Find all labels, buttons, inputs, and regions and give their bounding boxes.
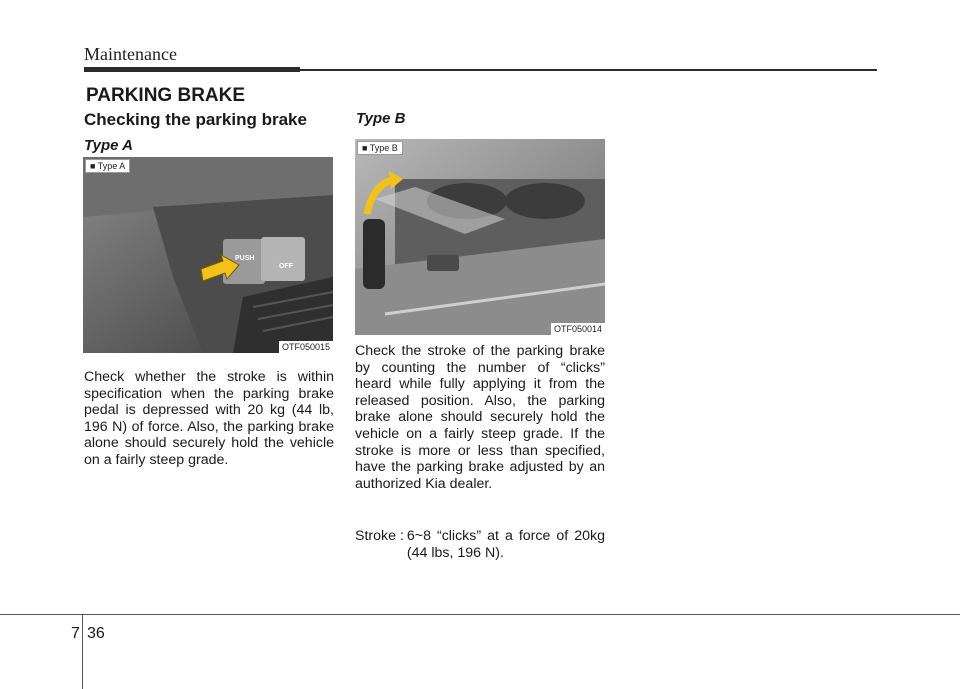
type-b-photo-code: OTF050014 bbox=[551, 323, 605, 335]
header-rule-thin bbox=[300, 69, 877, 71]
footer-rule-vertical bbox=[82, 614, 83, 689]
section-title: PARKING BRAKE bbox=[86, 85, 246, 106]
chapter-title: Maintenance bbox=[84, 44, 177, 64]
header-rule-thick bbox=[84, 67, 300, 72]
type-a-photo-tag: ■ Type A bbox=[85, 159, 130, 173]
type-b-label: Type B bbox=[356, 110, 406, 127]
stroke-spec bbox=[355, 528, 605, 561]
type-a-label: Type A bbox=[84, 137, 133, 154]
page-chapter-number: 7 bbox=[71, 625, 80, 642]
type-a-push-text: PUSH bbox=[235, 255, 255, 262]
stroke-label: Stroke : bbox=[355, 528, 404, 544]
type-a-photo bbox=[83, 157, 333, 353]
page-number: 36 bbox=[87, 625, 105, 642]
type-b-photo bbox=[355, 139, 605, 335]
type-b-photo-tag: ■ Type B bbox=[357, 141, 403, 155]
subsection-heading: Checking the parking brake bbox=[84, 110, 307, 129]
type-a-off-text: OFF bbox=[279, 263, 293, 270]
type-b-illustration bbox=[355, 139, 605, 335]
type-a-photo-code: OTF050015 bbox=[279, 341, 333, 353]
type-a-illustration bbox=[83, 157, 333, 353]
type-a-paragraph: Check whether the stroke is within specification when the parking brake pedal is depressed with 20 kg (44 lb, 196 N) of force. Also, the parking brake alone should securely hold the vehicle on a fairly steep grade. bbox=[84, 369, 334, 468]
footer-rule-horizontal bbox=[0, 614, 960, 615]
type-b-paragraph: Check the stroke of the parking brake by counting the number of “clicks” heard while fully applying it from the released position. Also, the parking brake alone should securely hold the vehicle on a fairly steep grade. If the stroke is more or less than specified, have the parking brake adjusted by an authorized Kia dealer. bbox=[355, 343, 605, 492]
stroke-value: 6~8 “clicks” at a force of 20kg (44 lbs, 196 N). bbox=[406, 528, 605, 561]
